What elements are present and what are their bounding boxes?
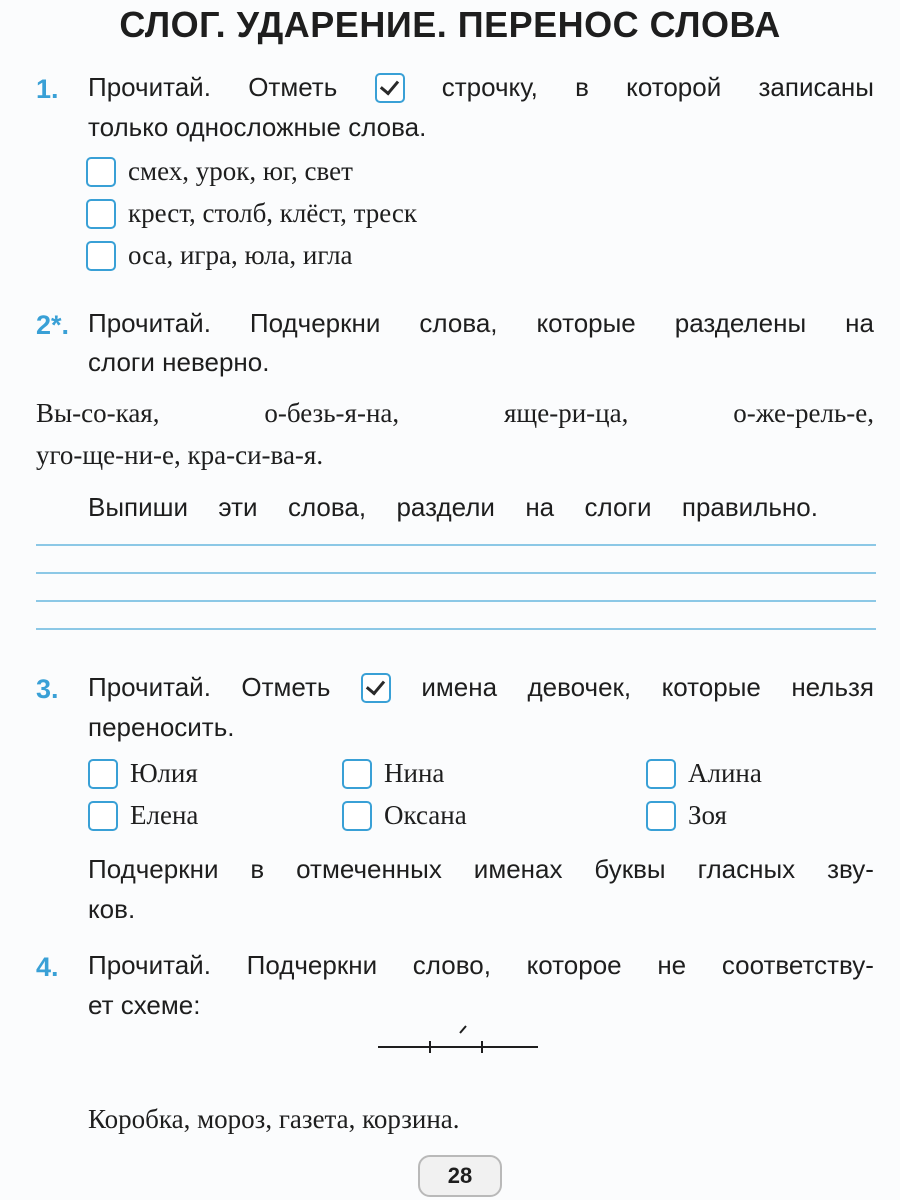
option-text: крест, столб, клёст, треск: [128, 198, 418, 228]
name-option-2[interactable]: [342, 758, 444, 789]
word: Подчеркни: [249, 308, 381, 338]
writing-line[interactable]: [36, 628, 876, 630]
name-text: Нина: [384, 758, 445, 788]
checkbox[interactable]: [86, 157, 116, 187]
word: раздели: [396, 492, 495, 522]
option-row-2[interactable]: [86, 198, 417, 229]
syllable-words-line-1: [36, 398, 874, 429]
checkbox[interactable]: [646, 759, 676, 789]
word: гласных: [697, 854, 796, 884]
task-3-instruction-2: ков.: [88, 894, 136, 924]
option-row-1[interactable]: [86, 156, 353, 187]
word: именах: [473, 854, 563, 884]
word: слова,: [287, 492, 367, 522]
word: Прочитай.: [88, 308, 211, 338]
checkbox[interactable]: [88, 801, 118, 831]
word: которые: [661, 672, 761, 702]
word: яще-ри-ца,: [504, 398, 629, 428]
word: разделены: [674, 308, 807, 338]
syllable-scheme-diagram: [378, 1025, 538, 1055]
word: которые: [536, 308, 636, 338]
name-text: Зоя: [688, 800, 727, 830]
word: слово,: [412, 950, 491, 980]
word: Подчеркни: [246, 950, 378, 980]
word: Вы-со-кая,: [36, 398, 160, 428]
word: нельзя: [791, 672, 874, 702]
word: записаны: [758, 72, 874, 102]
word: соответству-: [721, 950, 874, 980]
word: отмеченных: [296, 854, 442, 884]
word: правильно.: [681, 492, 818, 522]
word: слова,: [419, 308, 498, 338]
writing-line[interactable]: [36, 572, 876, 574]
task-4-line-1: [88, 950, 874, 981]
checkbox[interactable]: [342, 759, 372, 789]
name-text: Алина: [688, 758, 762, 788]
name-option-4[interactable]: [88, 800, 198, 831]
syllable-words-line-2: уго-ще-ни-е, кра-си-ва-я.: [36, 440, 324, 470]
word: зву-: [827, 854, 874, 884]
word: в: [250, 854, 265, 884]
task-2-line-1: [88, 308, 874, 339]
word: о-же-рель-е,: [733, 398, 874, 428]
word: буквы: [594, 854, 666, 884]
name-option-5[interactable]: [342, 800, 467, 831]
task-1-number: 1.: [36, 74, 59, 104]
word: Прочитай.: [88, 672, 211, 702]
word: о-безь-я-на,: [264, 398, 400, 428]
page-number: 28: [418, 1155, 502, 1197]
word: эти: [218, 492, 258, 522]
word: Отметь: [241, 672, 331, 702]
word: которое: [526, 950, 622, 980]
word: на: [525, 492, 555, 522]
word: не: [657, 950, 687, 980]
task-3-line-1: [88, 672, 874, 703]
checked-box-icon: [375, 73, 405, 103]
checkbox[interactable]: [86, 241, 116, 271]
task-1-line-2: только односложные слова.: [88, 112, 427, 142]
name-option-3[interactable]: [646, 758, 762, 789]
task-2-instruction: [88, 492, 818, 523]
word: девочек,: [527, 672, 632, 702]
name-text: Елена: [130, 800, 199, 830]
word: Прочитай.: [88, 72, 211, 102]
task-4-words: Коробка, мороз, газета, корзина.: [88, 1104, 460, 1134]
writing-line[interactable]: [36, 600, 876, 602]
option-text: оса, игра, юла, игла: [128, 240, 353, 270]
word: слоги: [584, 492, 652, 522]
page-title: СЛОГ. УДАРЕНИЕ. ПЕРЕНОС СЛОВА: [119, 4, 781, 45]
checkbox[interactable]: [88, 759, 118, 789]
checkbox[interactable]: [342, 801, 372, 831]
word: которой: [626, 72, 722, 102]
name-text: Оксана: [384, 800, 467, 830]
checkbox[interactable]: [86, 199, 116, 229]
checked-box-icon: [361, 673, 391, 703]
name-text: Юлия: [130, 758, 198, 788]
checkbox[interactable]: [646, 801, 676, 831]
stress-mark-icon: [460, 1026, 466, 1033]
word: на: [845, 308, 874, 338]
word: строчку,: [441, 72, 538, 102]
task-2-line-2: слоги неверно.: [88, 347, 270, 377]
name-option-1[interactable]: [88, 758, 198, 789]
writing-line[interactable]: [36, 544, 876, 546]
task-3-instruction-1: [88, 854, 874, 885]
name-option-6[interactable]: [646, 800, 727, 831]
task-4-number: 4.: [36, 952, 59, 982]
task-1-line-1: [88, 72, 874, 103]
task-4-line-2: ет схеме:: [88, 990, 201, 1020]
task-3-number: 3.: [36, 674, 59, 704]
option-row-3[interactable]: [86, 240, 353, 271]
word: Отметь: [248, 72, 338, 102]
option-text: смех, урок, юг, свет: [128, 156, 353, 186]
task-3-line-2: переносить.: [88, 712, 235, 742]
word: Выпиши: [88, 492, 189, 522]
task-2-number: 2*.: [36, 310, 70, 340]
word: имена: [421, 672, 498, 702]
word: в: [575, 72, 589, 102]
word: Подчеркни: [88, 854, 219, 884]
word: Прочитай.: [88, 950, 211, 980]
